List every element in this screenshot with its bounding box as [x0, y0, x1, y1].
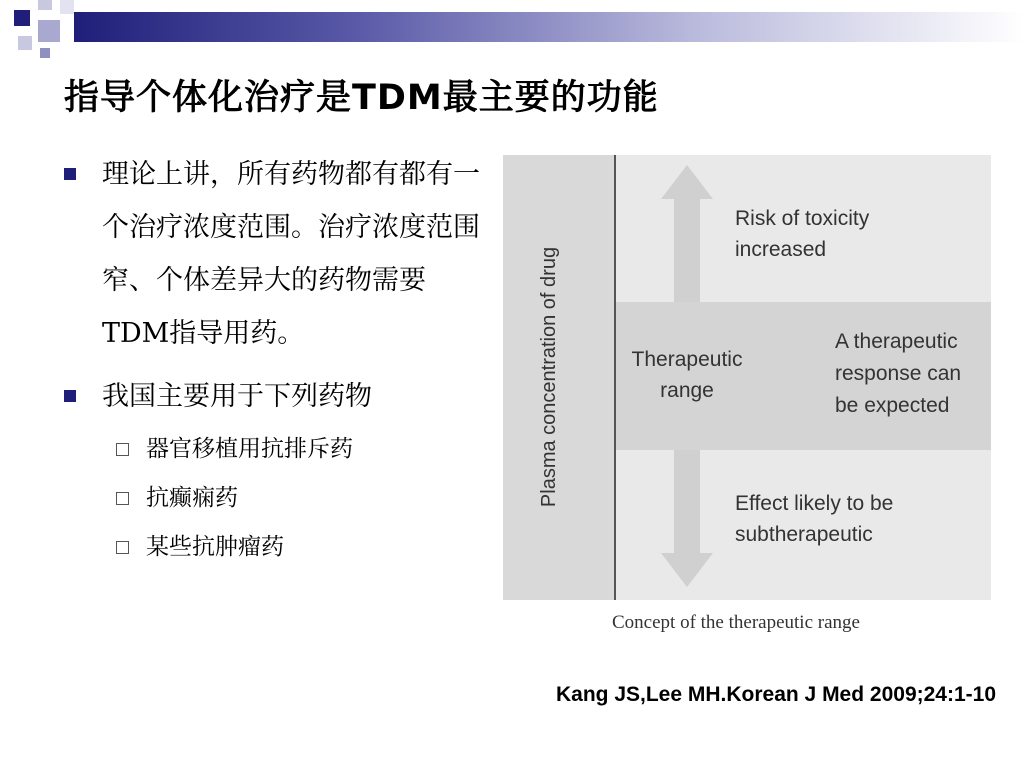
response-text-line2: response can	[835, 362, 962, 385]
therapeutic-range-label-line2: range	[660, 379, 714, 402]
sub-bullet-text: 某些抗肿瘤药	[146, 534, 284, 560]
bullet-list	[64, 148, 484, 572]
subtherapeutic-text-line2: subtherapeutic	[735, 523, 873, 546]
bullet-item	[64, 148, 484, 360]
hollow-square-bullet-icon	[116, 443, 129, 456]
hollow-square-bullet-icon	[116, 492, 129, 505]
sub-bullet-text: 抗癫痫药	[146, 485, 238, 511]
deco-square	[40, 48, 50, 58]
header-decoration	[0, 0, 1024, 64]
figure-caption: Concept of the therapeutic range	[612, 612, 860, 633]
sub-bullet-item	[64, 425, 484, 474]
subtherapeutic-text-line1: Effect likely to be	[735, 492, 894, 515]
header-squares	[0, 0, 90, 64]
therapeutic-range-label-line1: Therapeutic	[631, 348, 743, 371]
sub-bullet-text: 器官移植用抗排斥药	[146, 436, 353, 462]
toxicity-text-line2: increased	[735, 238, 827, 261]
header-gradient-bar	[74, 12, 1024, 42]
therapeutic-range-figure	[503, 155, 991, 600]
response-text-line1: A therapeutic	[835, 330, 958, 353]
deco-square	[18, 36, 32, 50]
sub-bullet-item	[64, 523, 484, 572]
deco-square	[14, 10, 30, 26]
deco-square	[38, 20, 60, 42]
bullet-text: 我国主要用于下列药物	[102, 381, 372, 412]
citation: Kang JS,Lee MH.Korean J Med 2009;24:1-10	[556, 683, 996, 706]
slide-title: 指导个体化治疗是TDM最主要的功能	[64, 78, 659, 118]
bullet-text: 理论上讲，所有药物都有都有一个治疗浓度范围。治疗浓度范围窄、个体差异大的药物需要TDM指导用药。	[102, 159, 480, 349]
sub-bullet-item	[64, 474, 484, 523]
square-bullet-icon	[64, 390, 76, 402]
deco-square	[38, 0, 52, 10]
deco-square	[60, 0, 74, 14]
bullet-item	[64, 370, 484, 423]
y-axis-label: Plasma concentration of drug	[538, 246, 560, 508]
square-bullet-icon	[64, 168, 76, 180]
hollow-square-bullet-icon	[116, 541, 129, 554]
response-text-line3: be expected	[835, 394, 950, 417]
toxicity-text-line1: Risk of toxicity	[735, 207, 870, 230]
